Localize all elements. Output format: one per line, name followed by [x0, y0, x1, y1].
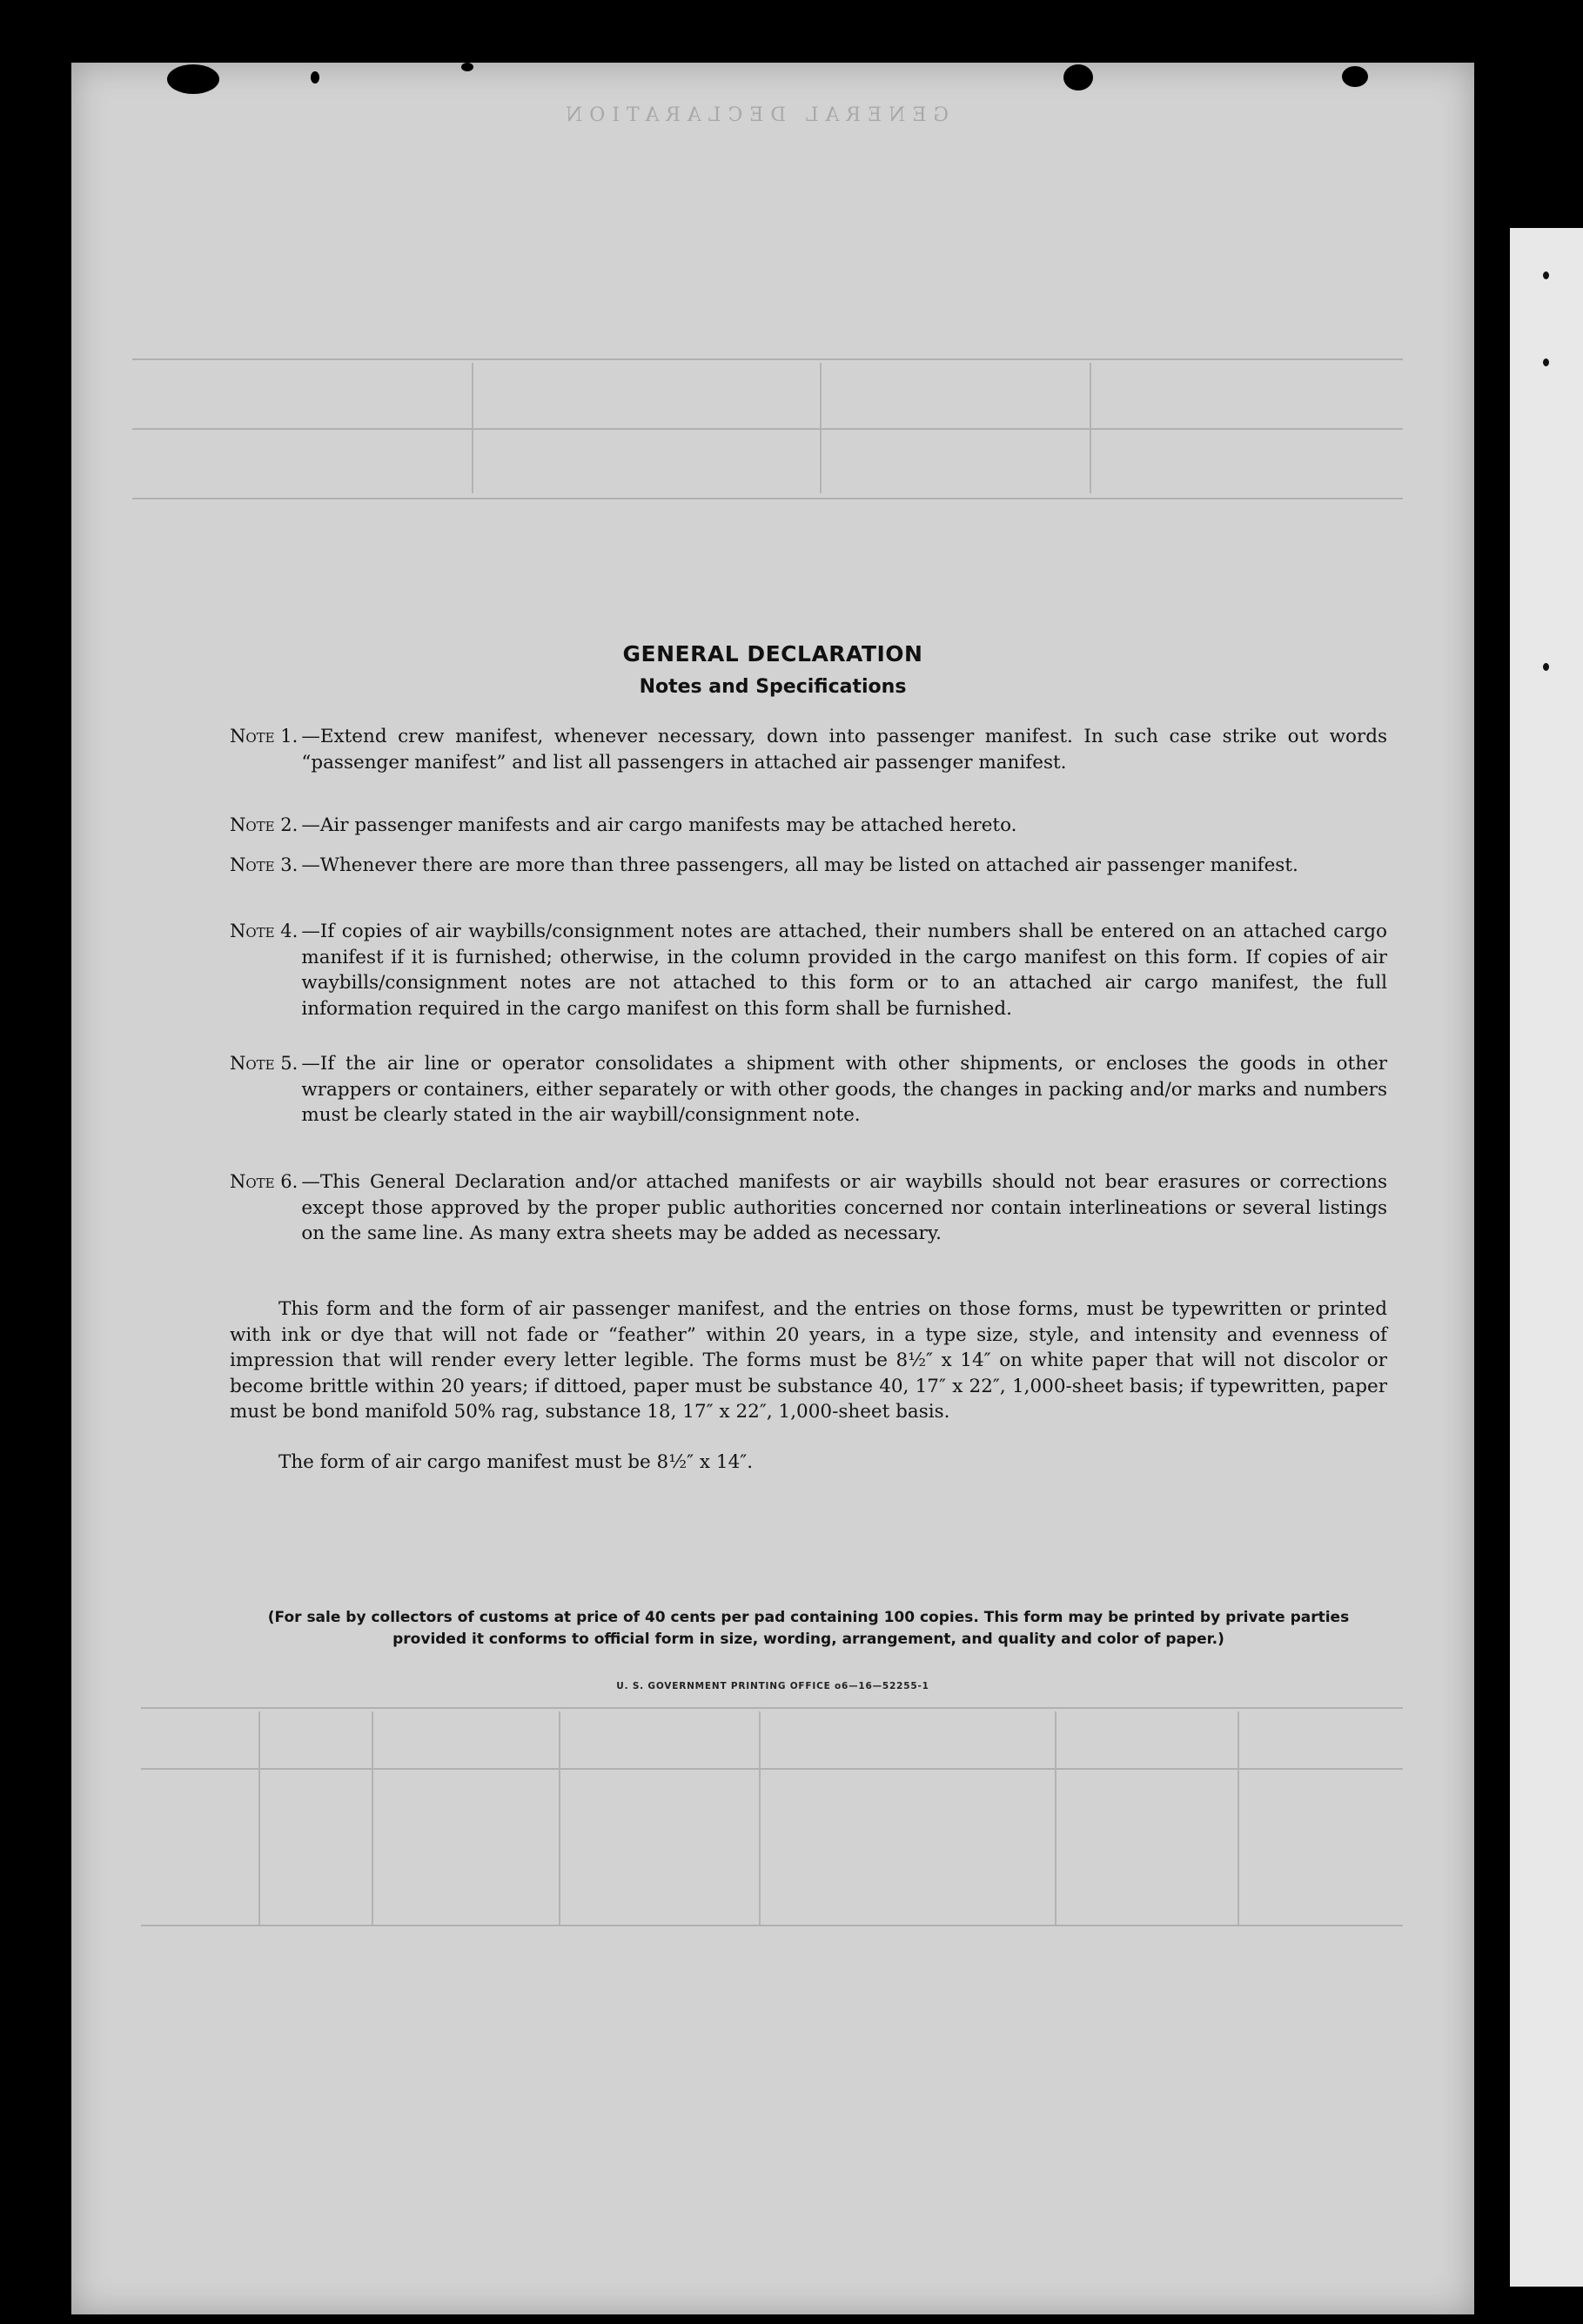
note-3 [230, 853, 1387, 879]
strip-mark [1543, 271, 1549, 279]
note-label: Note 5. [230, 1053, 298, 1074]
note-label: Note 2. [230, 814, 298, 835]
printing-office-imprint: U. S. GOVERNMENT PRINTING OFFICE o6—16—52255-1 [616, 1681, 929, 1691]
punch-hole [167, 64, 219, 94]
punch-hole [1342, 66, 1368, 87]
form-specification-paragraph: This form and the form of air passenger manifest, and the entries on those forms, must be typewritten or printed with ink or dye that will not fade or “feather” within 20 years, in a type size, style, and intensity and evenness of impression that will render every letter legible. The forms must be 8½″ x 14″ on white paper that will not discolor or become brittle within 20 years; if dittoed, paper must be substance 40, 17″ x 22″, 1,000-sheet basis; if typewritten, paper must be bond manifold 50% rag, substance 18, 17″ x 22″, 1,000-sheet basis. [230, 1298, 1387, 1423]
bleed-through-rule [141, 1768, 1403, 1770]
bleed-through-rule [472, 363, 473, 493]
note-label: Note 3. [230, 854, 298, 875]
note-text: —Whenever there are more than three passengers, all may be listed on attached air passenger manifest. [301, 854, 1298, 876]
note-6 [230, 1169, 1387, 1247]
bleed-through-rule [141, 1925, 1403, 1926]
punch-hole [311, 71, 319, 84]
bleed-through-rule [132, 428, 1403, 430]
bleed-through-rule [372, 1711, 373, 1925]
bleed-through-rule [1055, 1711, 1056, 1925]
note-5 [230, 1051, 1387, 1129]
bleed-through-rule [820, 363, 822, 493]
declaration-subtitle: Notes and Specifications [639, 676, 907, 698]
punch-hole [1063, 64, 1093, 90]
bleed-through-rule [1090, 363, 1091, 493]
bleed-through-rule [141, 1707, 1403, 1709]
note-label: Note 1. [230, 726, 298, 747]
bleed-through-rule [258, 1711, 260, 1925]
note-text: —If copies of air waybills/consignment notes are attached, their numbers shall be entered on an attached cargo manifest if it is furnished; otherwise, in the column provided in the cargo manifest on this form. If copies of air waybills/consignment notes are not attached to this form or to an attached air cargo manifest, the full information required in the cargo manifest on this form shall be furnished. [301, 921, 1387, 1020]
note-label: Note 4. [230, 921, 298, 941]
strip-mark [1543, 358, 1549, 366]
bleed-through-rule [132, 498, 1403, 499]
note-text: —Air passenger manifests and air cargo manifests may be attached hereto. [301, 814, 1017, 836]
sale-notice: (For sale by collectors of customs at price of 40 cents per pad containing 100 copies. This form may be printed by private parties provided it conforms to official form in size, wording, arrangement, and quality and color of paper.) [267, 1609, 1350, 1648]
note-1 [230, 724, 1387, 775]
bleed-through-rule [559, 1711, 560, 1925]
bleed-through-rule [759, 1711, 761, 1925]
cargo-manifest-size-line: The form of air cargo manifest must be 8½″ x 14″. [278, 1451, 754, 1473]
note-2 [230, 813, 1387, 839]
declaration-title: GENERAL DECLARATION [622, 641, 923, 666]
note-text: —This General Declaration and/or attached manifests or air waybills should not bear erasures or corrections except those approved by the proper public authorities concerned nor contain interlineations or several listings on the same line. As many extra sheets may be added as necessary. [301, 1171, 1387, 1244]
bleed-through-rule [132, 358, 1403, 360]
bleed-through-header: GENERAL DECLARATION [559, 104, 949, 126]
note-text: —Extend crew manifest, whenever necessary, down into passenger manifest. In such case strike out words “passenger manifest” and list all passengers in attached air passenger manifest. [301, 726, 1387, 774]
document-page [71, 63, 1474, 2314]
note-text: —If the air line or operator consolidates a shipment with other shipments, or encloses the goods in other wrappers or containers, either separately or with other goods, the changes in packing and/or marks and numbers must be clearly stated in the air waybill/consignment note. [301, 1053, 1387, 1126]
punch-hole [461, 63, 473, 71]
adjacent-page-edge [1510, 228, 1583, 2287]
bleed-through-rule [1238, 1711, 1239, 1925]
note-4 [230, 919, 1387, 1021]
strip-mark [1543, 663, 1549, 671]
note-label: Note 6. [230, 1171, 298, 1192]
